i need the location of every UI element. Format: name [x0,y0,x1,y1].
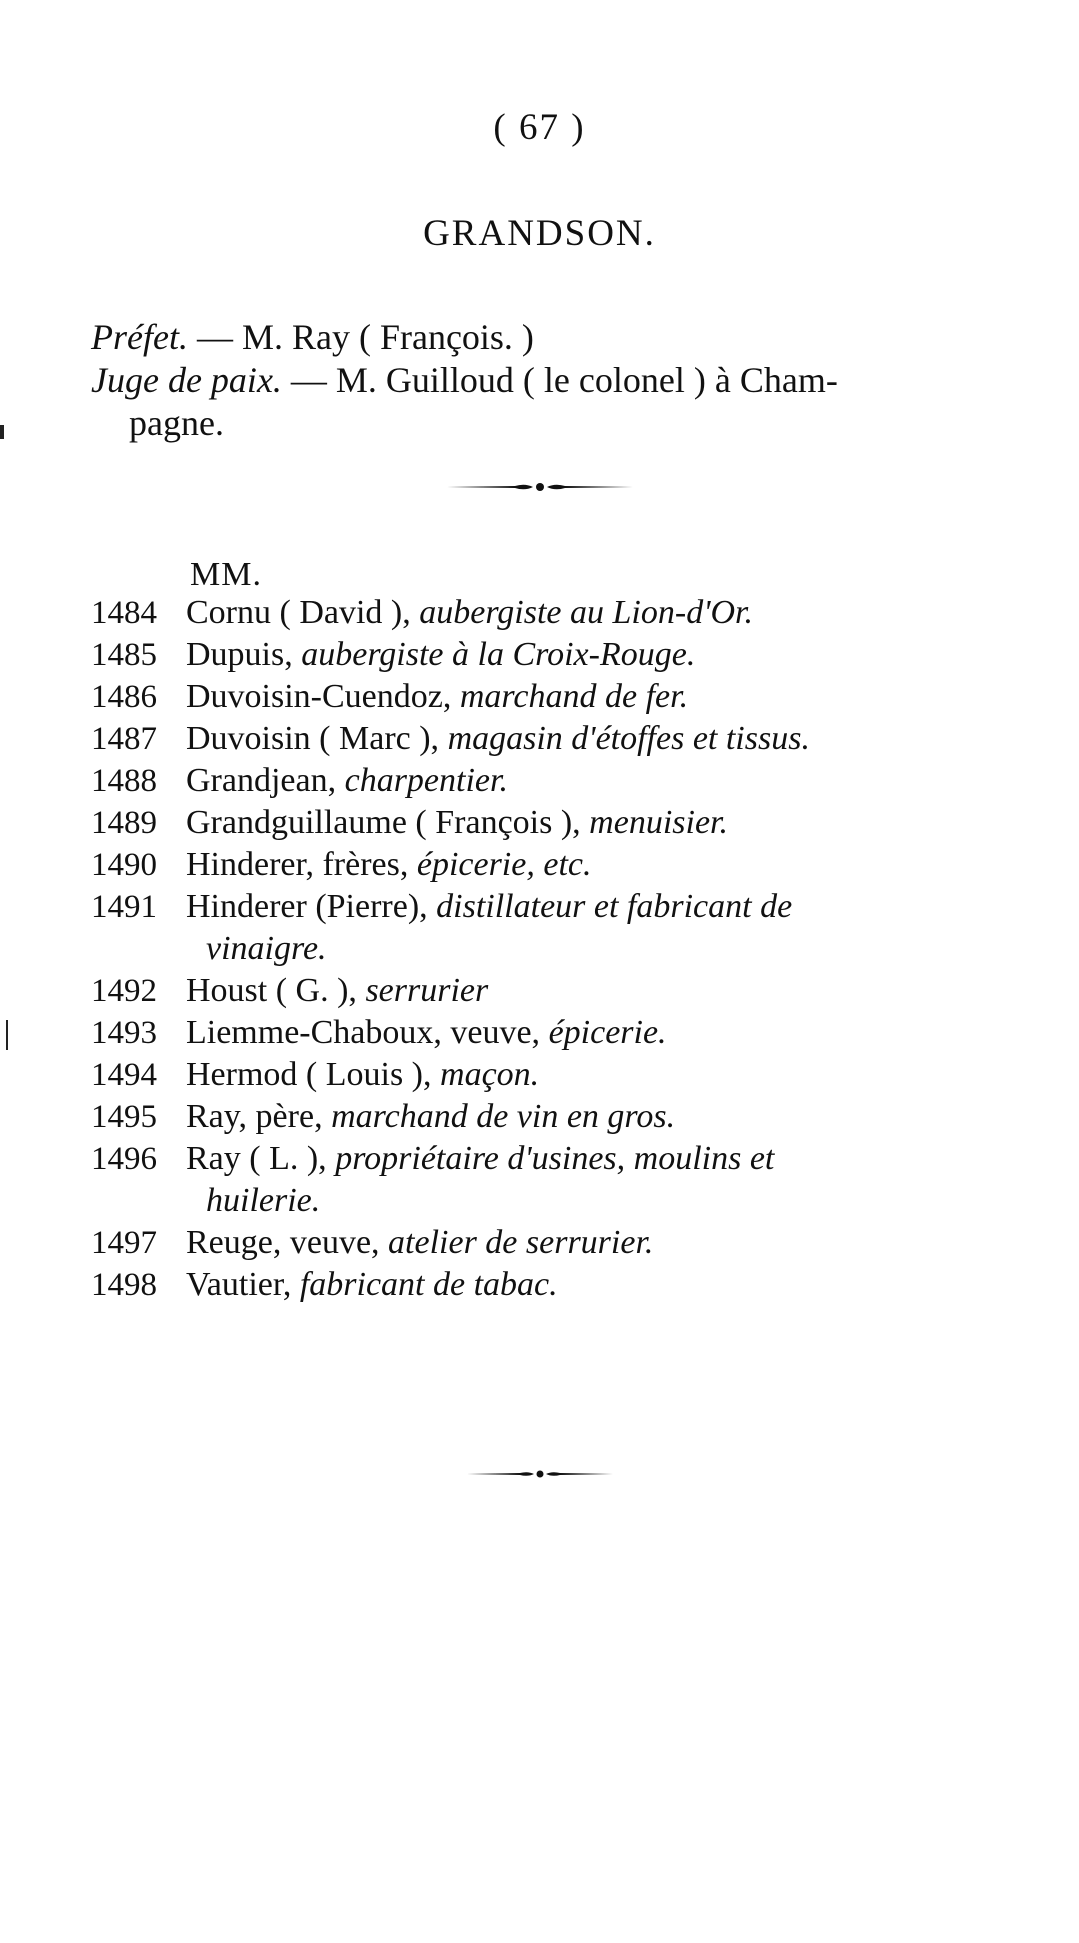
entry-number: 1491 [91,889,157,925]
list-item [91,1012,996,1054]
list-item [91,1096,996,1138]
officials-block [91,316,991,445]
list-item [91,718,996,760]
scan-edge-mark [6,1020,8,1050]
page-number: ( 67 ) [493,107,586,148]
list-item [91,1222,996,1264]
entry-occupation: marchand de fer. [459,678,689,715]
entry-name: Hermod ( Louis ), [186,1056,441,1093]
list-item-continuation [91,1180,996,1222]
entry-name: Grandguillaume ( François ), [186,804,590,841]
list-item [91,676,996,718]
entry-occupation: marchand de vin en gros. [331,1098,676,1135]
list-item [91,802,996,844]
entry-name: Reuge, veuve, [186,1224,389,1261]
entry-number: 1493 [91,1015,157,1051]
entry-name: Vautier, [186,1266,300,1303]
list-item [91,970,996,1012]
divider-ornament-icon [465,1468,615,1480]
entry-occupation: charpentier. [344,762,508,799]
entry-occupation: distillateur et fabricant de [436,888,793,925]
entry-occupation: fabricant de tabac. [299,1266,558,1303]
list-header: MM. [190,556,262,593]
entry-name: Duvoisin-Cuendoz, [186,678,460,715]
entry-name: Cornu ( David ), [186,594,420,631]
ornamental-divider [0,1468,1079,1480]
entry-number: 1495 [91,1099,157,1135]
entry-occupation: aubergiste au Lion-d'Or. [419,594,753,631]
entry-occupation: atelier de serrurier. [388,1224,654,1261]
entry-number: 1484 [91,595,157,631]
list-item [91,844,996,886]
official-role: Préfet. [91,317,188,357]
divider-ornament-icon [445,480,635,494]
entry-number: 1494 [91,1057,157,1093]
official-role: Juge de paix. [91,360,282,400]
entry-name: Ray ( L. ), [186,1140,336,1177]
list-item [91,760,996,802]
page-title: GRANDSON. [423,213,656,254]
official-separator: — [281,360,336,400]
list-item [91,1264,996,1306]
entry-name: Liemme-Chaboux, veuve, [186,1014,549,1051]
entry-number: 1488 [91,763,157,799]
entry-number: 1485 [91,637,157,673]
official-name: M. Guilloud ( le colonel ) à Cham- [335,360,838,400]
official-continuation: pagne. [129,403,224,443]
entry-occupation: serrurier [365,972,489,1009]
list-item [91,886,996,928]
entry-number: 1489 [91,805,157,841]
list-item [91,592,996,634]
official-line-prefet [91,316,991,359]
entry-name: Duvoisin ( Marc ), [186,720,448,757]
entry-number: 1487 [91,721,157,757]
entry-name: Hinderer (Pierre), [186,888,437,925]
entry-occupation: épicerie, etc. [416,846,592,883]
entries-list [91,592,996,1306]
list-item [91,1138,996,1180]
list-item-continuation [91,928,996,970]
entry-name: Hinderer, frères, [186,846,417,883]
entry-number: 1486 [91,679,157,715]
entry-occupation: propriétaire d'usines, moulins et [335,1140,775,1177]
official-separator: — [187,317,242,357]
entry-continuation: huilerie. [206,1182,321,1219]
entry-number: 1490 [91,847,157,883]
list-item [91,634,996,676]
entry-number: 1492 [91,973,157,1009]
entry-number: 1498 [91,1267,157,1303]
scan-edge-mark [0,425,4,439]
list-item [91,1054,996,1096]
entry-name: Grandjean, [186,762,345,799]
entry-name: Dupuis, [186,636,302,673]
entry-occupation: maçon. [440,1056,540,1093]
official-name: M. Ray ( François. ) [241,317,534,357]
entry-name: Ray, père, [186,1098,332,1135]
entry-occupation: magasin d'étoffes et tissus. [447,720,810,757]
ornamental-divider [0,480,1079,494]
entry-occupation: épicerie. [548,1014,667,1051]
entry-occupation: aubergiste à la Croix-Rouge. [301,636,696,673]
entry-number: 1496 [91,1141,157,1177]
official-line-juge [91,359,991,402]
entry-number: 1497 [91,1225,157,1261]
entry-occupation: menuisier. [589,804,728,841]
entry-name: Houst ( G. ), [186,972,366,1009]
entry-continuation: vinaigre. [206,930,327,967]
